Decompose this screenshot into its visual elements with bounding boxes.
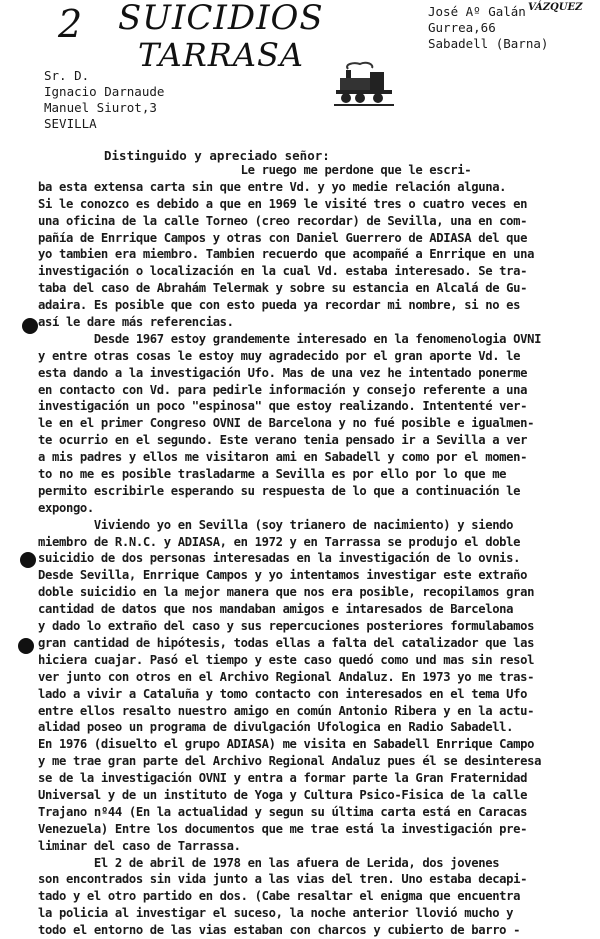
letter-line: Desde 1967 estoy grandemente interesado en la fenomenologia OVNI [38, 331, 542, 346]
recipient-city: SEVILLA [44, 116, 97, 131]
letter-line: ver junto con otros en el Archivo Regional Andaluz. En 1973 yo me tras- [38, 669, 535, 684]
letter-line: te ocurrio en el segundo. Este verano tenia pensado ir a Sevilla a ver [38, 433, 528, 448]
letter-line: Si le conozco es debido a que en 1969 le visité tres o cuatro veces en [38, 196, 528, 211]
letter-line: El 2 de abril de 1978 en las afuera de Lerida, dos jovenes [38, 855, 500, 870]
letter-line: hiciera cuajar. Pasó el tiempo y este caso quedó como und mas sin resol [38, 652, 535, 667]
letter-line: así le dare más referencias. [38, 315, 234, 330]
letter-line: Venezuela) Entre los documentos que me trae está la investigación pre- [38, 821, 528, 836]
letter-line: investigación o localización en la cual Vd. estaba interesado. Se tra- [38, 264, 528, 279]
letter-line: taba del caso de Abrahám Telermak y sobre su estancia en Alcalá de Gu- [38, 281, 528, 296]
letter-line: cantidad de datos que nos mandaban amigos e intaresados de Barcelona [38, 602, 514, 617]
letter-line: to no me es posible trasladarme a Sevilla es por ello por lo que me [38, 467, 507, 482]
letter-line: gran cantidad de hipótesis, todas ellas a falta del catalizador que las [38, 635, 535, 650]
letter-line: Desde Sevilla, Enrrique Campos y yo intentamos investigar este extraño [38, 568, 528, 583]
letter-line: permito escribirle esperando su respuesta de lo que a continuación le [38, 483, 521, 498]
sender-address [428, 4, 548, 52]
sender-name: José Aº Galán [428, 4, 526, 19]
punch-hole-icon [22, 318, 38, 334]
letter-line: en contacto con Vd. para pedirle información y consejo referente a una [38, 382, 528, 397]
letter-line: le en el primer Congreso OVNI de Barcelona y no fué posible e igualmen- [38, 416, 535, 431]
letter-line: Viviendo yo en Sevilla (soy trianero de nacimiento) y siendo [38, 517, 514, 532]
letter-line: Le ruego me perdone que le escri- [38, 163, 472, 177]
handwritten-number: 2 [58, 2, 83, 46]
letter-line: y entre otras cosas le estoy muy agradecido por el gran aporte Vd. le [38, 348, 521, 363]
recipient-address [44, 68, 164, 132]
letter-line: suicidio de dos personas interesadas en la investigación de lo ovnis. [38, 551, 521, 566]
letter-line: la policia al investigar el suceso, la noche anterior llovió mucho y [38, 906, 514, 921]
letter-line: miembro de R.N.C. y ADIASA, en 1972 y en Tarrassa se produjo el doble [38, 534, 521, 549]
recipient-street: Manuel Siurot,3 [44, 100, 157, 115]
letter-line: En 1976 (disuelto el grupo ADIASA) me visita en Sabadell Enrrique Campo [38, 737, 535, 752]
recipient-title: Sr. D. [44, 68, 90, 83]
recipient-name: Ignacio Darnaude [44, 84, 165, 99]
letter-line: lado a vivir a Cataluña y tomo contacto con interesados en el tema Ufo [38, 686, 528, 701]
train-stamp-icon [334, 60, 394, 108]
letter-line: pañía de Enrrique Campos y otras con Daniel Guerrero de ADIASA del que [38, 230, 528, 245]
punch-hole-icon [18, 638, 34, 654]
letter-line: tado y el otro partido en dos. (Cabe resaltar el enigma que encuentra [38, 889, 521, 904]
letter-line: y dado lo extraño del caso y sus repercuciones posteriores formulabamos [38, 619, 535, 634]
letter-line: a mis padres y ellos me visitaron ami en Sabadell y como por el momen- [38, 450, 528, 465]
punch-hole-icon [20, 552, 36, 568]
letter-salutation: Distinguido y apreciado señor: [104, 148, 330, 163]
letter-line: y me trae gran parte del Archivo Regional Andaluz pues él se desinteresa [38, 754, 542, 769]
letter-line: doble suicidio en la mejor manera que nos era posible, recopilamos gran [38, 585, 535, 600]
letter-line: esta dando a la investigación Ufo. Mas de una vez he intentado ponerme [38, 365, 528, 380]
letter-line: son encontrados sin vida junto a las vias del tren. Uno estaba decapi- [38, 872, 528, 887]
sender-city: Sabadell (Barna) [428, 36, 549, 51]
letter-line: una oficina de la calle Torneo (creo recordar) de Sevilla, una en com- [38, 213, 528, 228]
letter-line: yo tambien era miembro. Tambien recuerdo que acompañé a Enrrique en una [38, 247, 535, 262]
letter-line: todo el entorno de las vias estaban con charcos y cubierto de barro - [38, 923, 521, 938]
letter-line: alidad poseo un programa de divulgación Ufologica en Radio Sabadell. [38, 720, 514, 735]
letter-body [38, 162, 586, 939]
letter-line: entre ellos resalto nuestro amigo en común Antonio Ribera y en la actu- [38, 703, 535, 718]
letter-line: investigación un poco "espinosa" que estoy realizando. Intententé ver- [38, 399, 528, 414]
letter-line: adaira. Es posible que con esto pueda ya recordar mi nombre, si no es [38, 298, 521, 313]
letter-line: liminar del caso de Tarrassa. [38, 838, 241, 853]
letter-line: Universal y de un instituto de Yoga y Cultura Psico-Fisica de la calle [38, 787, 528, 802]
letter-line: expongo. [38, 500, 94, 515]
handwritten-corner-note: VÁZQUEZ [528, 2, 583, 13]
handwritten-title-line1: SUICIDIOS [118, 0, 324, 38]
letter-line: se de la investigación OVNI y entra a formar parte la Gran Fraternidad [38, 771, 528, 786]
sender-street: Gurrea,66 [428, 20, 496, 35]
letter-line: ba esta extensa carta sin que entre Vd. y yo medie relación alguna. [38, 179, 507, 194]
handwritten-title-line2: TARRASA [138, 36, 305, 74]
letter-line: Trajano nº44 (En la actualidad y segun su última carta está en Caracas [38, 804, 528, 819]
